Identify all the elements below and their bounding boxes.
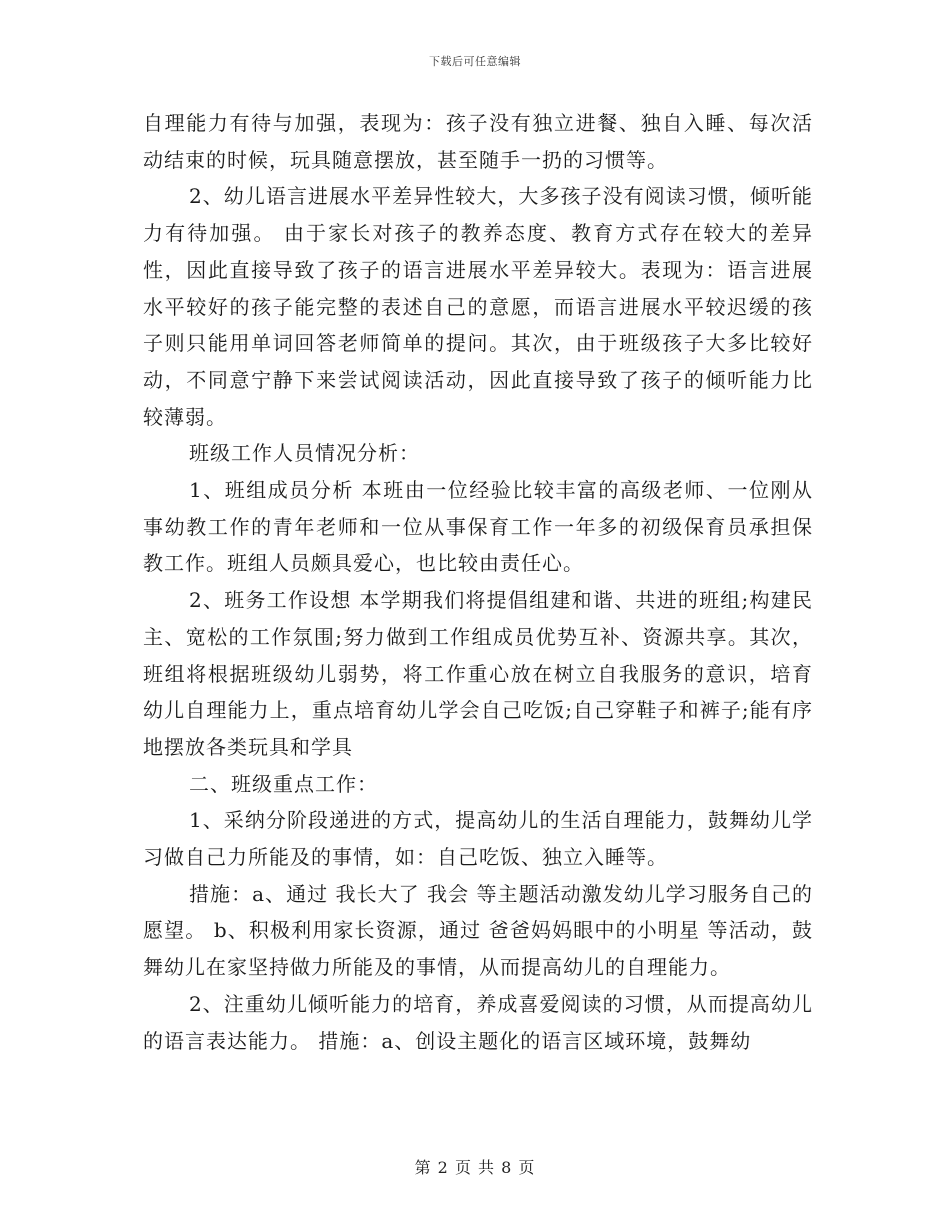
document-body — [143, 105, 813, 1059]
paragraph-class-plan: 2、班务工作设想 本学期我们将提倡组建和谐、共进的班组;构建民主、宽松的工作氛围;努力做到工作组成员优势互补、资源共享。其次，班组将根据班级幼儿弱势，将工作重心放在树立自我服务的意识，培育幼儿自理能力上，重点培育幼儿学会自己吃饭;自己穿鞋子和裤子;能有序地摆放各类玩具和学具 — [143, 588, 813, 759]
total-page-count: 8 — [501, 1158, 513, 1177]
page-header: 下载后可任意编辑 — [429, 55, 521, 68]
current-page-number: 2 — [437, 1158, 449, 1177]
footer-middle: 页 共 — [454, 1158, 496, 1177]
paragraph-listening-goal: 2、注重幼儿倾听能力的培育，养成喜爱阅读的习惯，从而提高幼儿的语言表达能力。 措施：a、创设主题化的语言区域环境，鼓舞幼 — [143, 991, 813, 1053]
heading-key-work: 二、班级重点工作： — [189, 771, 378, 796]
paragraph-self-care-goal: 1、采纳分阶段递进的方式，提高幼儿的生活自理能力，鼓舞幼儿学习做自己力所能及的事情，如：自己吃饭、独立入睡等。 — [143, 808, 813, 870]
paragraph-self-care: 自理能力有待与加强，表现为：孩子没有独立进餐、独自入睡、每次活动结束的时候，玩具随意摆放，甚至随手一扔的习惯等。 — [143, 111, 813, 172]
paragraph-language-development: 2、幼儿语言进展水平差异性较大，大多孩子没有阅读习惯，倾听能力有待加强。 由于家长对孩子的教养态度、教育方式存在较大的差异性，因此直接导致了孩子的语言进展水平差异较大。表现为：语言进展水平较好的孩子能完整的表述自己的意愿，而语言进展水平较迟缓的孩子则只能用单词回答老师简单的提问。其次，由于班级孩子大多比较好动，不同意宁静下来尝试阅读活动，因此直接导致了孩子的倾听能力比较薄弱。 — [143, 184, 813, 429]
paragraph-measures: 措施：a、通过 我长大了 我会 等主题活动激发幼儿学习服务自己的愿望。 b、积极利用家长资源，通过 爸爸妈妈眼中的小明星 等活动，鼓舞幼儿在家坚持做力所能及的事情，从而提高幼儿的自理能力。 — [143, 881, 813, 980]
page-footer — [0, 1155, 950, 1178]
paragraph-team-members: 1、班组成员分析 本班由一位经验比较丰富的高级老师、一位刚从事幼教工作的青年老师和一位从事保育工作一年多的初级保育员承担保教工作。班组人员颇具爱心，也比较由责任心。 — [143, 478, 813, 576]
footer-suffix: 页 — [518, 1158, 536, 1177]
footer-prefix: 第 — [414, 1158, 432, 1177]
heading-staff-analysis: 班级工作人员情况分析： — [189, 441, 420, 466]
